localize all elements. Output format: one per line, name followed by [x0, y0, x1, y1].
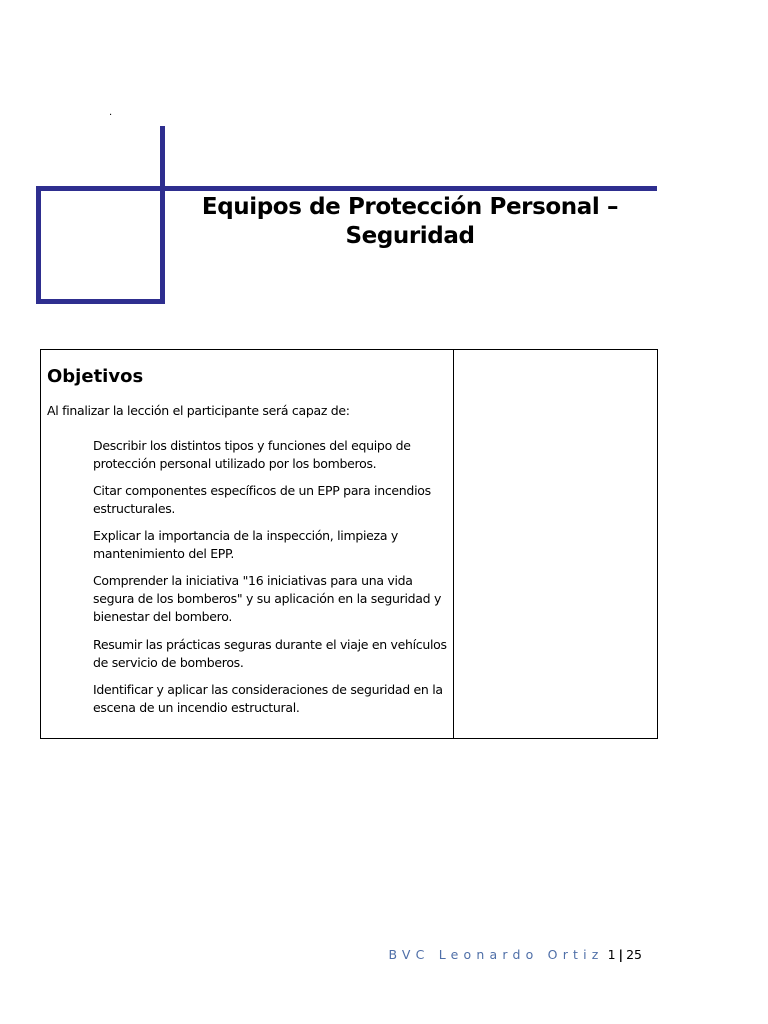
objective-item: Resumir las prácticas seguras durante el viaje en vehículos de servicio de bomberos. — [93, 637, 447, 670]
footer-page-number: 1 — [607, 947, 616, 962]
decorative-horizontal-line — [36, 186, 657, 191]
objective-item: Explicar la importancia de la inspección, limpieza y mantenimiento del EPP. — [93, 528, 398, 561]
objective-item: Describir los distintos tipos y funciones del equipo de protección personal utilizado por los bomberos. — [93, 438, 411, 471]
document-title — [170, 193, 650, 251]
objectives-heading: Objetivos — [47, 366, 144, 387]
document-title-line1: Equipos de Protección Personal – — [201, 194, 619, 220]
objective-item: Identificar y aplicar las consideraciones de seguridad en la escena de un incendio estructural. — [93, 682, 443, 715]
stray-dot: . — [109, 107, 113, 118]
objective-item: Comprender la iniciativa "16 iniciativas para una vida segura de los bomberos" y su aplicación en la seguridad y bienestar del bombero. — [93, 573, 442, 624]
notes-cell — [454, 350, 657, 738]
footer-author: BVC Leonardo Ortiz — [388, 947, 604, 962]
footer-separator: | — [618, 947, 624, 962]
document-title-line2: Seguridad — [345, 223, 475, 249]
footer-total-pages: 25 — [626, 947, 642, 962]
page-footer — [388, 947, 642, 963]
objectives-cell — [41, 350, 454, 738]
decorative-vertical-line — [160, 126, 165, 304]
decorative-frame-box — [36, 186, 165, 304]
objectives-list — [93, 437, 451, 726]
objectives-intro: Al finalizar la lección el participante será capaz de: — [47, 403, 350, 418]
objectives-table — [40, 349, 658, 739]
objective-item: Citar componentes específicos de un EPP para incendios estructurales. — [93, 483, 431, 516]
